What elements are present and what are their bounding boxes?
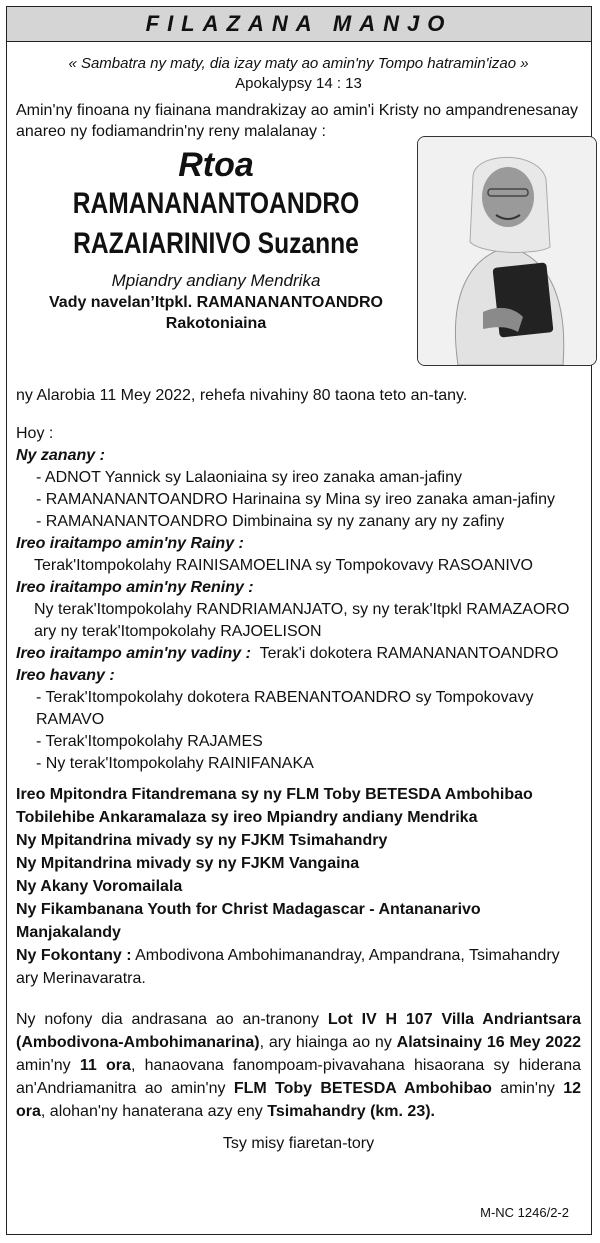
spouse-line2: Rakotoniaina (165, 315, 267, 332)
relative-item: - Ny terak'Itompokolahy RAINIFANAKA (36, 755, 314, 772)
groups-list (16, 783, 581, 944)
child-item: - RAMANANANTOANDRO Dimbinaina sy ny zanany ary ny zafiny (36, 513, 505, 530)
siblings-father-label: Ireo iraitampo amin'ny Rainy : (16, 535, 244, 552)
notice-body (7, 42, 591, 1155)
children-label: Ny zanany : (16, 447, 105, 464)
deceased-title: Rtoa (178, 146, 254, 184)
siblings-spouse-row (16, 643, 581, 665)
deceased-role: Mpiandry andiany Mendrika (111, 271, 321, 290)
group-item: Ny Mpitandrina mivady sy ny FJKM Tsimahandry (16, 832, 388, 849)
header-title: FILAZANA MANJO (145, 11, 453, 36)
siblings-spouse-text: Terak'i dokotera RAMANANANTOANDRO (259, 645, 559, 662)
intro-text: Amin'ny finoana ny fiainana mandrakizay ao amin'i Kristy no ampandrenesanay anareo ny fodiamandrin'ny reny malalanay : (16, 102, 578, 140)
child-item: - ADNOT Yannick sy Lalaoniaina sy ireo zanaka aman-jafiny (36, 469, 462, 486)
fokontany-row (16, 944, 581, 990)
notice-header (7, 7, 591, 42)
fokontany-label: Ny Fokontany : (16, 947, 132, 964)
child-item: - RAMANANANTOANDRO Harinaina sy Mina sy ireo zanaka aman-jafiny (36, 491, 555, 508)
obituary-notice (6, 6, 592, 1235)
siblings-father-text: Terak'Itompokolahy RAINISAMOELINA sy Tompokovavy RASOANIVO (34, 557, 533, 574)
closing-line: Tsy misy fiaretan-tory (222, 1135, 375, 1152)
siblings-mother-label: Ireo iraitampo amin'ny Reniny : (16, 579, 254, 596)
verse-reference: Apokalypsy 14 : 13 (235, 75, 362, 92)
relative-item: - Terak'Itompokolahy dokotera RABENANTOANDRO sy Tompokovavy RAMAVO (36, 689, 534, 728)
group-item: Ny Mpitandrina mivady sy ny FJKM Vangaina (16, 855, 360, 872)
group-item: Manjakalandy (16, 924, 121, 941)
relatives-label: Ireo havany : (16, 667, 115, 684)
deceased-block (16, 142, 581, 377)
bible-verse: « Sambatra ny maty, dia izay maty ao amin'ny Tompo hatramin'izao » (68, 55, 529, 72)
deceased-name-line1: RAMANANANTOANDRO (72, 187, 360, 220)
siblings-mother-text1: Ny terak'Itompokolahy RANDRIAMANJATO, sy ny terak'Itpkl RAMAZAORO (34, 601, 570, 618)
death-date-line: ny Alarobia 11 Mey 2022, rehefa nivahiny 80 taona teto an-tany. (16, 387, 468, 404)
reference-code: M-NC 1246/2-2 (480, 1205, 569, 1220)
spouse-line1: Vady navelan’Itpkl. RAMANANANTOANDRO (49, 294, 383, 311)
deceased-names (16, 142, 416, 334)
portrait-photo-icon (418, 137, 596, 365)
deceased-name-line2: RAZAIARINIVO Suzanne (73, 227, 359, 260)
funeral-paragraph: Ny nofony dia andrasana ao an-tranony Lot IV H 107 Villa Andriantsara (Ambodivona-Ambohimanarina), ary hiainga ao ny Alatsinainy 16 Mey 2022 amin'ny 11 ora, hanaovana fanompoam-pivavahana hisaorana sy hiderana an'Andriamanitra ao amin'ny FLM Toby BETESDA Ambohibao amin'ny 12 ora, alohan'ny hanaterana azy eny Tsimahandry (km. 23). (16, 1011, 581, 1120)
relative-item: - Terak'Itompokolahy RAJAMES (36, 733, 263, 750)
siblings-spouse-label: Ireo iraitampo amin'ny vadiny : (16, 645, 251, 662)
portrait-photo (417, 136, 597, 366)
fokontany-text: Ambodivona Ambohimanandray, Ampandrana, Tsimahandry ary Merinavaratra. (16, 947, 560, 987)
siblings-mother-text2: ary ny terak'Itompokolahy RAJOELISON (34, 623, 322, 640)
group-item: Tobilehibe Ankaramalaza sy ireo Mpiandry andiany Mendrika (16, 809, 478, 826)
group-item: Ireo Mpitondra Fitandremana sy ny FLM Toby BETESDA Ambohibao (16, 786, 533, 803)
group-item: Ny Akany Voromailala (16, 878, 183, 895)
hoy-label: Hoy : (16, 425, 54, 442)
group-item: Ny Fikambanana Youth for Christ Madagascar - Antananarivo (16, 901, 481, 918)
